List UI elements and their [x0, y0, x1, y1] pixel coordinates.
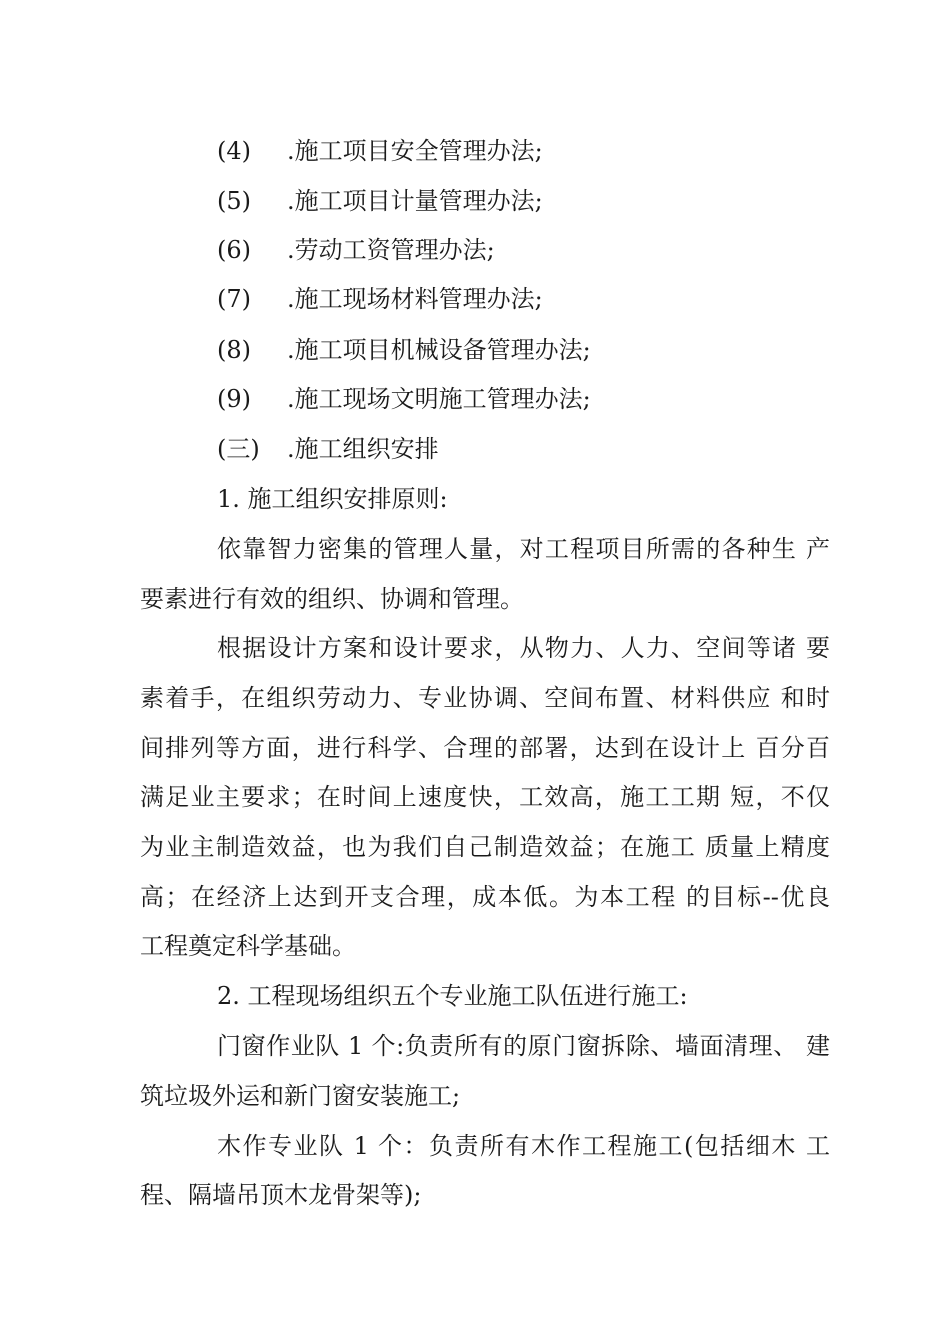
paragraph-line: 间排列等方面，进行科学、合理的部署，达到在设计上 百分百	[140, 734, 830, 762]
list-item-number: (8)	[217, 336, 251, 364]
paragraph-line: 程、隔墙吊顶木龙骨架等);	[140, 1181, 422, 1209]
paragraph-line: 高；在经济上达到开支合理，成本低。为本工程 的目标--优良	[140, 883, 830, 911]
list-item-number: (5)	[217, 187, 251, 215]
list-item-text: .施工项目安全管理办法;	[287, 137, 543, 165]
paragraph-line: 门窗作业队 1 个:负责所有的原门窗拆除、墙面清理、 建	[217, 1032, 830, 1060]
subheading-teams: 2. 工程现场组织五个专业施工队伍进行施工:	[217, 982, 688, 1010]
paragraph-line: 要素进行有效的组织、协调和管理。	[140, 585, 524, 613]
list-item-text: .施工现场材料管理办法;	[287, 285, 543, 313]
list-item-number: (4)	[217, 137, 251, 165]
list-item-number: (9)	[217, 385, 251, 413]
list-item-text: .劳动工资管理办法;	[287, 236, 495, 264]
paragraph-line: 为业主制造效益，也为我们自己制造效益；在施工 质量上精度	[140, 833, 830, 861]
subheading-principles: 1. 施工组织安排原则:	[217, 485, 448, 513]
list-item-number: (7)	[217, 285, 251, 313]
list-item-text: .施工项目机械设备管理办法;	[287, 336, 591, 364]
paragraph-line: 根据设计方案和设计要求，从物力、人力、空间等诸 要	[217, 634, 830, 662]
list-item-number: (6)	[217, 236, 251, 264]
paragraph-line: 工程奠定科学基础。	[140, 932, 356, 960]
paragraph-line: 素着手，在组织劳动力、专业协调、空间布置、材料供应 和时	[140, 684, 830, 712]
paragraph-line: 木作专业队 1 个：负责所有木作工程施工(包括细木 工	[217, 1132, 830, 1160]
list-item-text: .施工项目计量管理办法;	[287, 187, 543, 215]
list-item-text: .施工现场文明施工管理办法;	[287, 385, 591, 413]
section-number: (三)	[217, 435, 260, 463]
paragraph-line: 依靠智力密集的管理人量，对工程项目所需的各种生 产	[217, 535, 830, 563]
section-title: .施工组织安排	[287, 435, 439, 463]
paragraph-line: 满足业主要求；在时间上速度快，工效高，施工工期 短，不仅	[140, 783, 830, 811]
paragraph-line: 筑垃圾外运和新门窗安装施工;	[140, 1082, 461, 1110]
